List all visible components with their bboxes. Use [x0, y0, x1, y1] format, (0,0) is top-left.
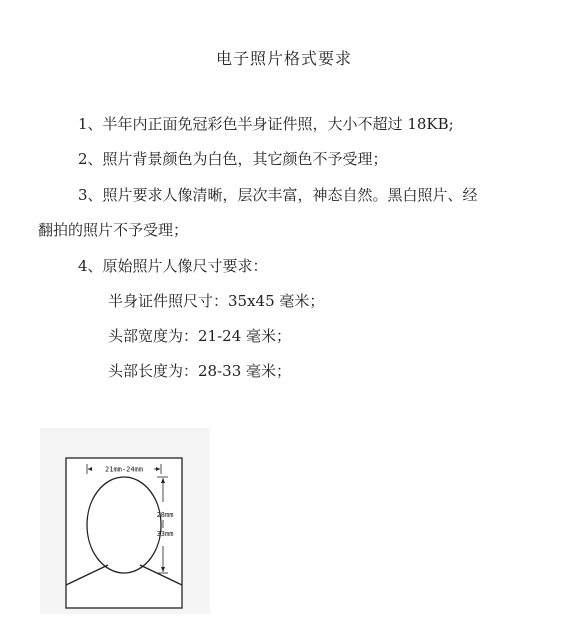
head-length-requirement: 头部长度为：28-33 毫米； [108, 362, 292, 380]
head-oval [87, 477, 161, 573]
page-title: 电子照片格式要求 [215, 49, 352, 68]
requirement-item-3: 3、照片要求人像清晰，层次丰富，神态自然。黑白照片、经 [78, 186, 478, 204]
photo-dimension-diagram [40, 428, 210, 614]
width-dimension-label: 21mm-24mm [105, 465, 143, 474]
height-dimension-label-top: 28mm [156, 511, 174, 519]
requirement-item-1: 1、半年内正面免冠彩色半身证件照，大小不超过 18KB; [78, 115, 454, 133]
requirement-item-4: 4、原始照片人像尺寸要求： [78, 257, 268, 275]
head-width-requirement: 头部宽度为：21-24 毫米； [108, 327, 292, 345]
requirement-item-2: 2、照片背景颜色为白色，其它颜色不予受理； [78, 150, 388, 168]
requirement-item-3-continued: 翻拍的照片不予受理； [38, 221, 189, 239]
height-dimension-label-bottom: 33mm [156, 530, 174, 538]
photo-size-requirement: 半身证件照尺寸：35x45 毫米； [108, 292, 325, 310]
